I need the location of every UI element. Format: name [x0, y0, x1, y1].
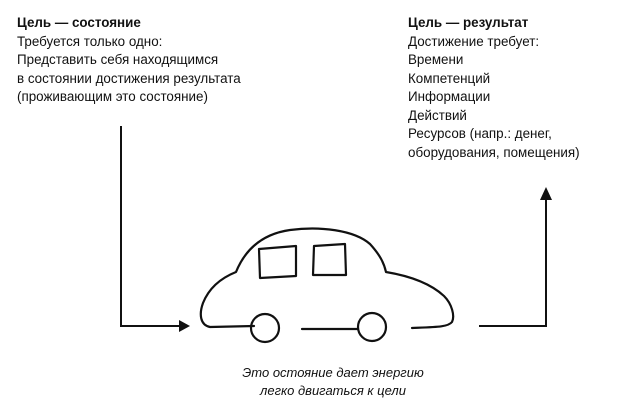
goal-result-line: оборудования, помещения) [408, 144, 580, 160]
car-body [201, 229, 453, 329]
goal-state-line: в состоянии достижения результата [17, 70, 241, 86]
result-connector-arrowhead [540, 187, 552, 200]
car-wheel-front [251, 314, 279, 342]
arrow-right-icon [121, 126, 190, 332]
goal-state-title: Цель — состояние [17, 15, 141, 30]
caption-line: легко двигаться к цели [260, 383, 406, 398]
car-window-front [259, 246, 296, 278]
goal-state-line: (проживающим это состояние) [17, 89, 208, 104]
car-window-rear [313, 244, 346, 275]
state-connector-line [121, 126, 180, 326]
state-connector-arrowhead [179, 320, 190, 332]
car-wheel-rear [358, 313, 386, 341]
goal-result-title: Цель — результат [408, 15, 529, 30]
goal-state-line: Представить себя находящимся [17, 52, 219, 67]
goal-result-line: Компетенций [408, 70, 491, 86]
goal-result-line: Информации [408, 89, 491, 104]
arrow-up-icon [479, 187, 552, 326]
goal-result-line: Достижение требует: [408, 33, 540, 49]
goal-state-line: Требуется только одно: [17, 33, 163, 49]
diagram-caption [175, 364, 491, 400]
caption-line: Это остояние дает энергию [242, 365, 424, 380]
goal-result-line: Действий [408, 107, 467, 123]
goal-result-line: Времени [408, 52, 464, 67]
goal-result-line: Ресурсов (напр.: денег, [408, 126, 552, 141]
car-icon [201, 229, 453, 342]
result-connector-line [479, 199, 546, 326]
